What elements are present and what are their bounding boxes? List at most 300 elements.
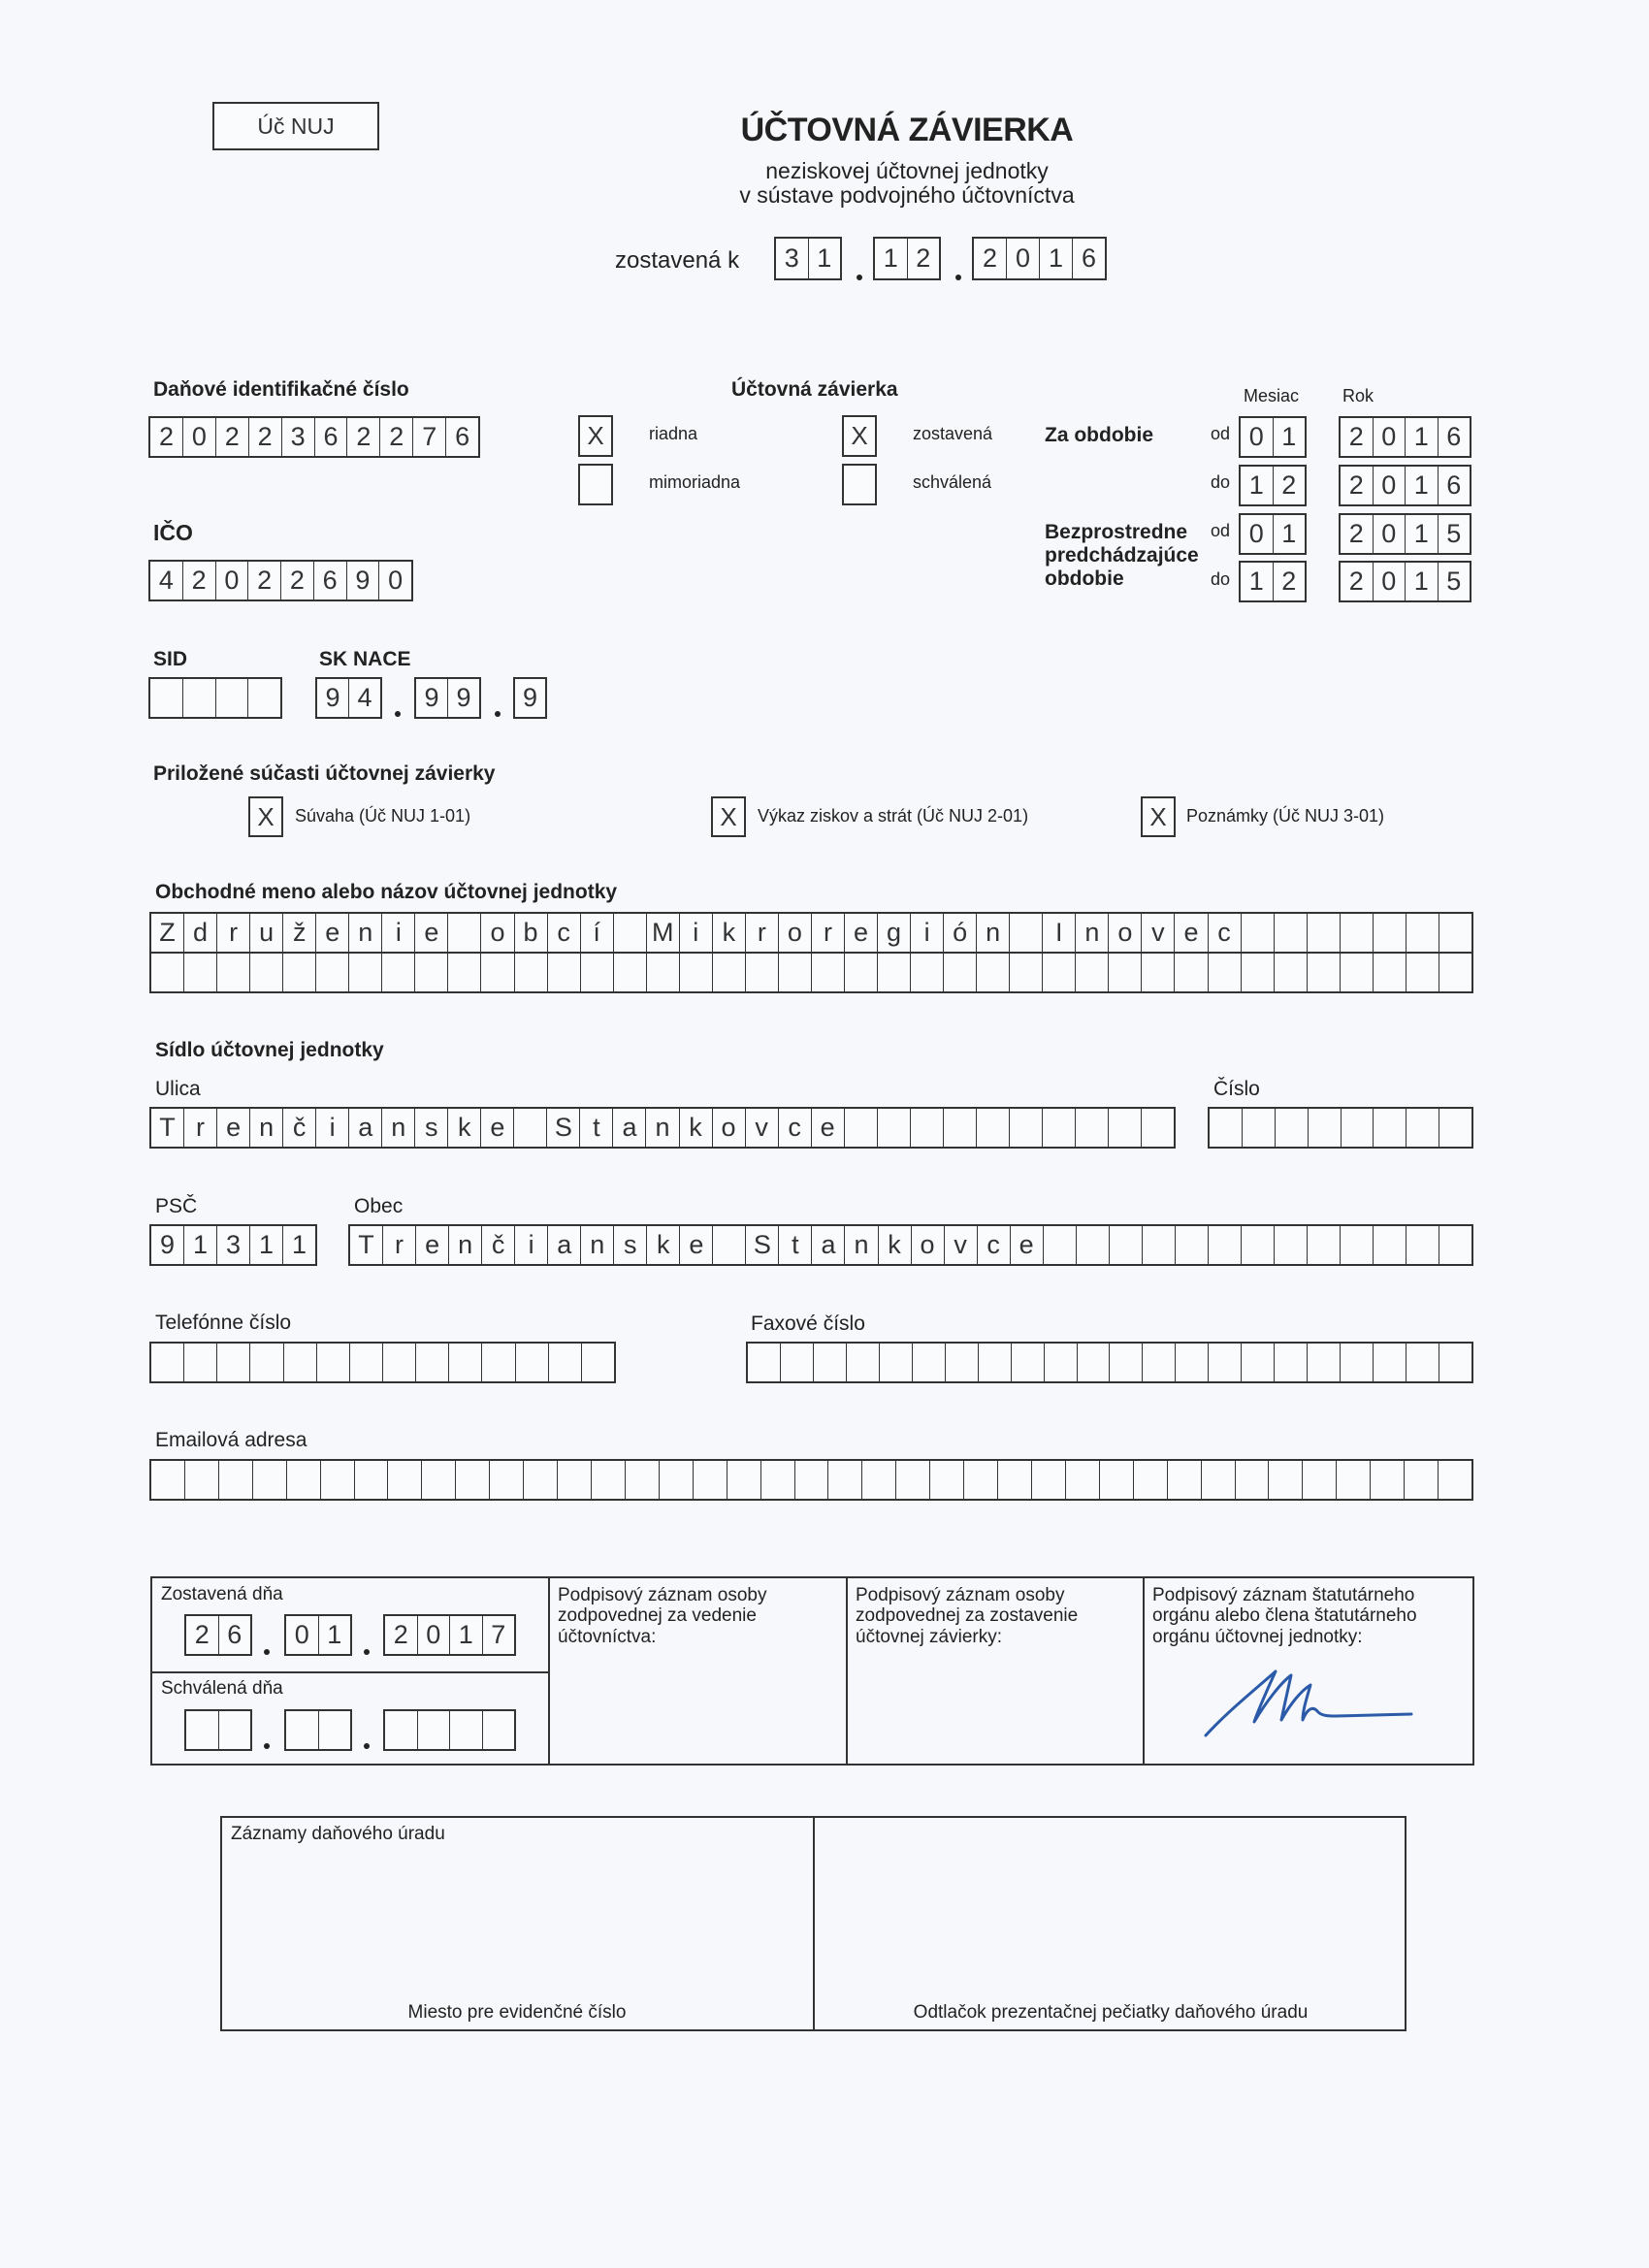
char-cell bbox=[1242, 954, 1275, 991]
char-cell bbox=[388, 1461, 422, 1499]
char-cell: 0 bbox=[1374, 563, 1406, 600]
fax-field[interactable] bbox=[746, 1342, 1473, 1383]
char-cell bbox=[1276, 1109, 1309, 1147]
form-code-box: Úč NUJ bbox=[212, 102, 379, 150]
char-cell: v bbox=[1142, 914, 1175, 952]
prev-from-month[interactable] bbox=[1239, 513, 1307, 555]
ulica-label: Ulica bbox=[155, 1078, 201, 1100]
char-cell bbox=[422, 1461, 456, 1499]
table-divider bbox=[1143, 1576, 1145, 1766]
table-divider bbox=[846, 1576, 848, 1766]
char-cell bbox=[647, 954, 680, 991]
cislo-label: Číslo bbox=[1213, 1078, 1260, 1100]
char-cell: e bbox=[217, 1109, 250, 1147]
char-cell: 1 bbox=[1406, 563, 1439, 600]
char-cell bbox=[1275, 1226, 1308, 1264]
nace-separator bbox=[495, 711, 501, 717]
char-cell: s bbox=[415, 1109, 448, 1147]
char-cell bbox=[1303, 1461, 1337, 1499]
char-cell: S bbox=[547, 1109, 580, 1147]
accounting-signature-line: zodpovednej za vedenie bbox=[558, 1605, 757, 1627]
char-cell: 6 bbox=[227, 1620, 242, 1649]
char-cell bbox=[355, 1461, 389, 1499]
char-cell bbox=[1045, 1344, 1078, 1381]
char-cell: 2 bbox=[1341, 563, 1374, 600]
char-cell bbox=[1236, 1461, 1270, 1499]
char-cell bbox=[614, 954, 647, 991]
nace-field-3[interactable] bbox=[513, 677, 547, 719]
attachments-label: Priložené súčasti účtovnej závierky bbox=[153, 762, 496, 785]
za-obdobie-label: Za obdobie bbox=[1045, 424, 1153, 446]
char-cell bbox=[1309, 1109, 1342, 1147]
char-cell: e bbox=[812, 1109, 845, 1147]
char-cell: k bbox=[713, 914, 746, 952]
char-cell bbox=[1242, 1226, 1275, 1264]
page-title: ÚČTOVNÁ ZÁVIERKA bbox=[740, 112, 1074, 148]
char-cell bbox=[1142, 954, 1175, 991]
char-cell bbox=[1374, 954, 1406, 991]
char-cell: n bbox=[349, 914, 382, 952]
prev-from-year[interactable] bbox=[1339, 513, 1471, 555]
char-cell bbox=[1406, 1109, 1439, 1147]
char-cell: n bbox=[581, 1226, 614, 1264]
compiled-year-field[interactable] bbox=[972, 237, 1107, 280]
char-cell: a bbox=[349, 1109, 382, 1147]
char-cell bbox=[415, 954, 448, 991]
char-cell: 2 bbox=[216, 418, 249, 456]
char-cell: 3 bbox=[776, 239, 809, 278]
poznamky-label: Poznámky (Úč NUJ 3-01) bbox=[1186, 806, 1385, 826]
nace-separator bbox=[395, 711, 401, 717]
char-cell: c bbox=[779, 1109, 812, 1147]
char-cell: 1 bbox=[875, 239, 908, 278]
char-cell: a bbox=[548, 1226, 581, 1264]
char-cell bbox=[1242, 914, 1275, 952]
name-field-row-1[interactable] bbox=[149, 912, 1473, 954]
char-cell: 1 bbox=[327, 1620, 342, 1649]
char-cell bbox=[483, 1711, 515, 1749]
char-cell bbox=[456, 1461, 490, 1499]
char-cell bbox=[1341, 1226, 1374, 1264]
number-field[interactable] bbox=[1208, 1107, 1473, 1149]
char-cell bbox=[1043, 1109, 1076, 1147]
char-cell: i bbox=[680, 914, 713, 952]
char-cell bbox=[1341, 1344, 1374, 1381]
compiled-date-month[interactable] bbox=[284, 1614, 352, 1656]
char-cell bbox=[1143, 1344, 1176, 1381]
char-cell bbox=[319, 1711, 351, 1749]
char-cell: M bbox=[647, 914, 680, 952]
char-cell bbox=[880, 1344, 913, 1381]
accounting-signature-line: Podpisový záznam osoby bbox=[558, 1585, 767, 1605]
char-cell: 6 bbox=[1081, 243, 1097, 273]
char-cell bbox=[814, 1344, 847, 1381]
od-label: od bbox=[1211, 521, 1231, 540]
char-cell bbox=[1405, 1461, 1439, 1499]
char-cell: 2 bbox=[183, 562, 216, 599]
riadna-checkbox[interactable]: X bbox=[578, 415, 613, 457]
char-cell: í bbox=[581, 914, 614, 952]
char-cell bbox=[287, 1461, 321, 1499]
char-cell bbox=[1032, 1461, 1066, 1499]
char-cell: 9 bbox=[317, 679, 349, 717]
statutory-signature-line: orgánu alebo člena štatutárneho bbox=[1152, 1605, 1417, 1627]
char-cell bbox=[1010, 954, 1043, 991]
schvalena-dna-label: Schválená dňa bbox=[161, 1678, 283, 1699]
char-cell: n bbox=[250, 1109, 283, 1147]
char-cell bbox=[321, 1461, 355, 1499]
char-cell bbox=[1209, 954, 1242, 991]
char-cell: a bbox=[812, 1226, 845, 1264]
approved-date-day[interactable] bbox=[184, 1709, 252, 1751]
char-cell bbox=[1342, 1109, 1374, 1147]
char-cell: s bbox=[614, 1226, 647, 1264]
city-field[interactable] bbox=[348, 1224, 1473, 1266]
char-cell bbox=[382, 954, 415, 991]
char-cell: 0 bbox=[1374, 515, 1406, 553]
char-cell bbox=[1010, 1109, 1043, 1147]
char-cell: k bbox=[680, 1109, 713, 1147]
char-cell bbox=[592, 1461, 626, 1499]
street-field[interactable] bbox=[149, 1107, 1176, 1149]
char-cell: 0 bbox=[1374, 467, 1406, 504]
char-cell bbox=[998, 1461, 1032, 1499]
phone-field[interactable] bbox=[149, 1342, 616, 1383]
char-cell bbox=[385, 1711, 418, 1749]
compiler-signature-line: účtovnej závierky: bbox=[856, 1626, 1003, 1647]
compiler-signature-label bbox=[856, 1585, 1078, 1647]
char-cell: 1 bbox=[1406, 418, 1439, 456]
char-cell: ž bbox=[283, 914, 316, 952]
char-cell: k bbox=[647, 1226, 680, 1264]
char-cell bbox=[1202, 1461, 1236, 1499]
char-cell bbox=[217, 954, 250, 991]
char-cell: S bbox=[746, 1226, 779, 1264]
zostavena-label: zostavená bbox=[913, 424, 993, 443]
char-cell: 0 bbox=[388, 566, 404, 595]
char-cell: r bbox=[184, 1109, 217, 1147]
dic-field[interactable] bbox=[148, 416, 480, 458]
prev-to-month[interactable] bbox=[1239, 561, 1307, 602]
char-cell bbox=[713, 954, 746, 991]
char-cell bbox=[930, 1461, 964, 1499]
schvalena-checkbox[interactable] bbox=[842, 464, 877, 505]
char-cell: e bbox=[481, 1109, 514, 1147]
tax-office-label: Záznamy daňového úradu bbox=[231, 1824, 445, 1844]
char-cell: e bbox=[415, 914, 448, 952]
prev-to-year[interactable] bbox=[1339, 561, 1471, 602]
char-cell bbox=[317, 1344, 350, 1381]
char-cell bbox=[1109, 954, 1142, 991]
char-cell bbox=[1078, 1344, 1111, 1381]
char-cell: c bbox=[978, 1226, 1011, 1264]
do-label: do bbox=[1211, 472, 1231, 492]
char-cell bbox=[944, 1109, 977, 1147]
handwritten-signature bbox=[1198, 1654, 1421, 1746]
char-cell bbox=[761, 1461, 795, 1499]
char-cell: 7 bbox=[413, 418, 446, 456]
date-separator bbox=[264, 1743, 270, 1749]
char-cell bbox=[845, 954, 878, 991]
char-cell: 6 bbox=[314, 562, 347, 599]
char-cell bbox=[383, 1344, 416, 1381]
char-cell bbox=[911, 1109, 944, 1147]
vykaz-label: Výkaz ziskov a strát (Úč NUJ 2-01) bbox=[758, 806, 1029, 826]
char-cell bbox=[284, 1344, 317, 1381]
char-cell bbox=[812, 954, 845, 991]
char-cell bbox=[516, 1344, 549, 1381]
char-cell: 2 bbox=[385, 1616, 418, 1654]
char-cell: 5 bbox=[1446, 519, 1462, 548]
char-cell bbox=[847, 1344, 880, 1381]
char-cell: o bbox=[1109, 914, 1142, 952]
name-field-row-2[interactable] bbox=[149, 952, 1473, 993]
compiled-date-day[interactable] bbox=[184, 1614, 252, 1656]
sid-field[interactable] bbox=[148, 677, 282, 719]
char-cell bbox=[1439, 954, 1471, 991]
char-cell: t bbox=[580, 1109, 613, 1147]
char-cell: 2 bbox=[1341, 467, 1374, 504]
char-cell bbox=[1439, 1461, 1471, 1499]
char-cell bbox=[150, 679, 183, 717]
obdobie-label: obdobie bbox=[1045, 567, 1124, 590]
char-cell: 1 bbox=[1281, 519, 1297, 548]
char-cell bbox=[1308, 1344, 1341, 1381]
predchadzajuce-label: predchádzajúce bbox=[1045, 544, 1199, 567]
char-cell: 9 bbox=[522, 683, 538, 712]
char-cell bbox=[219, 1461, 253, 1499]
char-cell bbox=[286, 1711, 319, 1749]
compiler-signature-line: zodpovednej za zostavenie bbox=[856, 1605, 1079, 1627]
char-cell: t bbox=[779, 1226, 812, 1264]
char-cell bbox=[779, 954, 812, 991]
char-cell: u bbox=[250, 914, 283, 952]
zip-field[interactable] bbox=[149, 1224, 317, 1266]
char-cell: 1 bbox=[1241, 467, 1274, 504]
char-cell: T bbox=[350, 1226, 383, 1264]
char-cell: i bbox=[911, 914, 944, 952]
char-cell: 0 bbox=[286, 1616, 319, 1654]
char-cell: n bbox=[646, 1109, 679, 1147]
evid-number-label: Miesto pre evidenčné číslo bbox=[407, 2002, 627, 2023]
poznamky-checkbox[interactable]: X bbox=[1141, 796, 1176, 837]
rok-label: Rok bbox=[1342, 386, 1374, 405]
date-separator bbox=[364, 1649, 370, 1655]
char-cell bbox=[184, 1344, 217, 1381]
char-cell bbox=[1406, 954, 1439, 991]
char-cell bbox=[151, 1344, 184, 1381]
char-cell: n bbox=[449, 1226, 482, 1264]
char-cell bbox=[1142, 1109, 1174, 1147]
statutory-signature-line: Podpisový záznam štatutárneho bbox=[1152, 1585, 1415, 1605]
char-cell bbox=[795, 1461, 829, 1499]
char-cell bbox=[449, 1344, 482, 1381]
char-cell bbox=[878, 1109, 911, 1147]
char-cell bbox=[1010, 914, 1043, 952]
char-cell: i bbox=[316, 1109, 349, 1147]
char-cell bbox=[1176, 1226, 1209, 1264]
char-cell bbox=[1439, 914, 1471, 952]
char-cell: 0 bbox=[1374, 418, 1406, 456]
uz-label: Účtovná závierka bbox=[731, 378, 898, 401]
char-cell bbox=[514, 1109, 547, 1147]
vykaz-checkbox[interactable]: X bbox=[711, 796, 746, 837]
email-field[interactable] bbox=[149, 1459, 1473, 1501]
obec-label: Obec bbox=[354, 1195, 404, 1217]
sid-label: SID bbox=[153, 648, 188, 670]
char-cell: 2 bbox=[1341, 515, 1374, 553]
char-cell bbox=[219, 1711, 251, 1749]
char-cell bbox=[1176, 1344, 1209, 1381]
statutory-signature-line: orgánu účtovnej jednotky: bbox=[1152, 1626, 1363, 1647]
fax-label: Faxové číslo bbox=[751, 1312, 865, 1335]
char-cell: 2 bbox=[281, 562, 314, 599]
email-label: Emailová adresa bbox=[155, 1429, 307, 1451]
char-cell: 7 bbox=[491, 1620, 506, 1649]
char-cell bbox=[845, 1109, 878, 1147]
char-cell: k bbox=[448, 1109, 481, 1147]
char-cell: 2 bbox=[248, 562, 281, 599]
char-cell bbox=[660, 1461, 694, 1499]
nace-field-2[interactable] bbox=[414, 677, 481, 719]
char-cell: 2 bbox=[916, 243, 931, 273]
char-cell bbox=[283, 954, 316, 991]
char-cell: I bbox=[1043, 914, 1076, 952]
char-cell: 2 bbox=[1341, 418, 1374, 456]
char-cell: d bbox=[184, 914, 217, 952]
char-cell: a bbox=[613, 1109, 646, 1147]
char-cell bbox=[481, 954, 514, 991]
mimoriadna-checkbox[interactable] bbox=[578, 464, 613, 505]
char-cell bbox=[1275, 1344, 1308, 1381]
char-cell: o bbox=[912, 1226, 945, 1264]
char-cell bbox=[1374, 914, 1406, 952]
char-cell: n bbox=[382, 1109, 415, 1147]
schvalena-label: schválená bbox=[913, 472, 992, 492]
zostavena-checkbox[interactable]: X bbox=[842, 415, 877, 457]
char-cell: g bbox=[878, 914, 911, 952]
stamp-label: Odtlačok prezentačnej pečiatky daňového úradu bbox=[913, 2002, 1309, 2023]
char-cell bbox=[748, 1344, 781, 1381]
char-cell bbox=[1134, 1461, 1168, 1499]
char-cell: 1 bbox=[817, 243, 832, 273]
char-cell bbox=[1175, 954, 1208, 991]
char-cell: 3 bbox=[217, 1226, 250, 1264]
char-cell bbox=[977, 1109, 1010, 1147]
char-cell bbox=[944, 954, 977, 991]
char-cell bbox=[626, 1461, 660, 1499]
char-cell: 1 bbox=[450, 1616, 483, 1654]
ico-field[interactable] bbox=[148, 560, 413, 601]
char-cell bbox=[1275, 914, 1308, 952]
approved-date-month[interactable] bbox=[284, 1709, 352, 1751]
char-cell bbox=[1406, 1226, 1439, 1264]
char-cell bbox=[694, 1461, 728, 1499]
char-cell bbox=[1077, 1226, 1110, 1264]
char-cell: 1 bbox=[1241, 563, 1274, 600]
char-cell bbox=[896, 1461, 930, 1499]
char-cell: r bbox=[383, 1226, 416, 1264]
char-cell: 4 bbox=[150, 562, 183, 599]
char-cell bbox=[186, 1711, 219, 1749]
char-cell bbox=[151, 954, 184, 991]
char-cell: 6 bbox=[1446, 470, 1462, 500]
char-cell bbox=[713, 1226, 746, 1264]
char-cell bbox=[151, 1461, 185, 1499]
char-cell: 6 bbox=[315, 418, 348, 456]
char-cell: 2 bbox=[974, 239, 1007, 278]
statutory-signature-label bbox=[1152, 1585, 1417, 1647]
suvaha-checkbox[interactable]: X bbox=[248, 796, 283, 837]
char-cell bbox=[1242, 1344, 1275, 1381]
name-label: Obchodné meno alebo názov účtovnej jednotky bbox=[155, 881, 618, 903]
cur-from-month[interactable] bbox=[1239, 416, 1307, 458]
char-cell: o bbox=[779, 914, 812, 952]
compiled-date-year[interactable] bbox=[383, 1614, 516, 1656]
char-cell: n bbox=[977, 914, 1010, 952]
char-cell: e bbox=[1175, 914, 1208, 952]
nace-field-1[interactable] bbox=[315, 677, 382, 719]
date-separator bbox=[264, 1649, 270, 1655]
char-cell bbox=[1374, 1344, 1406, 1381]
char-cell bbox=[1341, 914, 1374, 952]
char-cell bbox=[418, 1711, 451, 1749]
char-cell: 1 bbox=[1406, 467, 1439, 504]
char-cell: v bbox=[945, 1226, 978, 1264]
char-cell bbox=[1110, 1226, 1143, 1264]
char-cell: 1 bbox=[1040, 239, 1073, 278]
char-cell: 1 bbox=[184, 1226, 217, 1264]
char-cell: 2 bbox=[1281, 567, 1297, 596]
cur-from-year[interactable] bbox=[1339, 416, 1471, 458]
char-cell bbox=[250, 954, 283, 991]
char-cell bbox=[878, 954, 911, 991]
char-cell bbox=[253, 1461, 287, 1499]
char-cell: n bbox=[1076, 914, 1109, 952]
char-cell: 2 bbox=[249, 418, 282, 456]
cur-to-year[interactable] bbox=[1339, 465, 1471, 506]
approved-date-year[interactable] bbox=[383, 1709, 516, 1751]
zostavena-dna-label: Zostavená dňa bbox=[161, 1584, 283, 1604]
char-cell bbox=[558, 1461, 592, 1499]
dic-label: Daňové identifikačné číslo bbox=[153, 378, 409, 401]
compiled-month-field[interactable] bbox=[873, 237, 941, 280]
accounting-signature-line: účtovníctva: bbox=[558, 1626, 657, 1647]
char-cell bbox=[349, 954, 382, 991]
char-cell bbox=[1209, 1344, 1242, 1381]
char-cell: 5 bbox=[1446, 567, 1462, 596]
char-cell bbox=[248, 679, 280, 717]
char-cell: n bbox=[845, 1226, 878, 1264]
compiled-label: zostavená k bbox=[615, 247, 740, 274]
char-cell bbox=[582, 1344, 614, 1381]
cur-to-month[interactable] bbox=[1239, 465, 1307, 506]
char-cell bbox=[1012, 1344, 1045, 1381]
page-subtitle-2: v sústave podvojného účtovníctva bbox=[739, 182, 1075, 208]
char-cell bbox=[1076, 954, 1109, 991]
char-cell: 0 bbox=[418, 1616, 451, 1654]
char-cell bbox=[1209, 1226, 1242, 1264]
accounting-signature-label bbox=[558, 1585, 766, 1647]
compiled-day-field[interactable] bbox=[774, 237, 842, 280]
char-cell bbox=[1168, 1461, 1202, 1499]
char-cell bbox=[964, 1461, 998, 1499]
date-separator bbox=[955, 275, 961, 280]
char-cell: 2 bbox=[1281, 470, 1297, 500]
char-cell: e bbox=[845, 914, 878, 952]
char-cell bbox=[1374, 1109, 1406, 1147]
char-cell bbox=[746, 954, 779, 991]
